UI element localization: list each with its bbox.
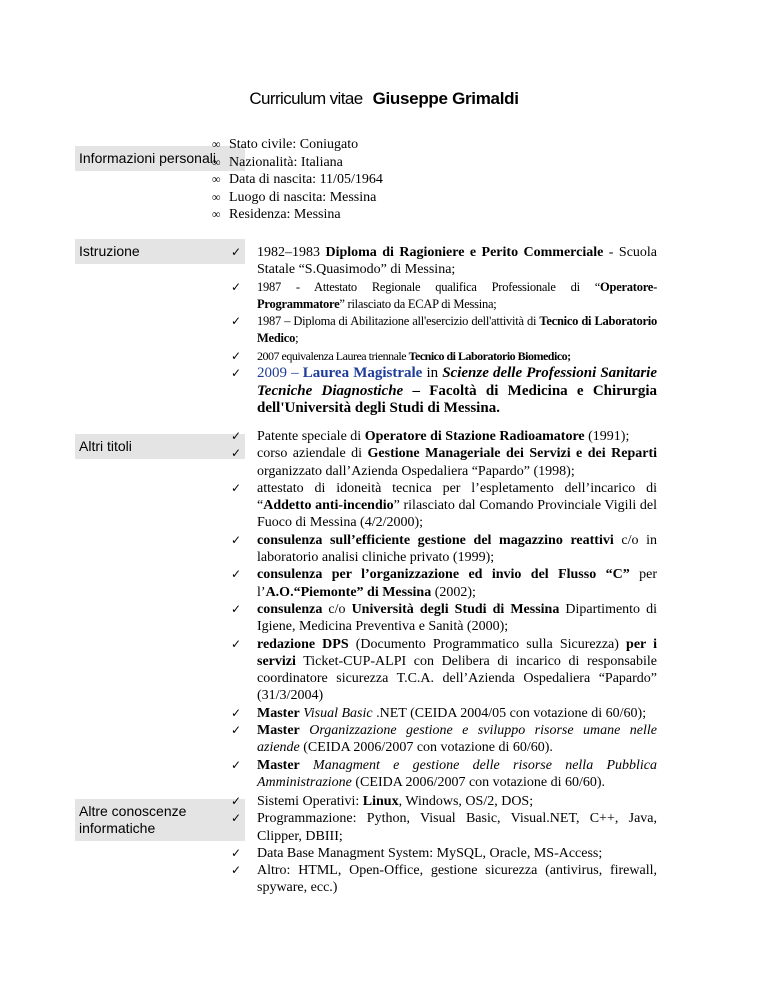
list-item: ✓ 2009 – Laurea Magistrale in Scienze delle Professioni Sanitarie Tecniche Diagnostiche – Facoltà di Medicina e Chirurgia dell'Università degli Studi di Messina. bbox=[231, 365, 657, 418]
list-item: ✓ consulenza per l’organizzazione ed invio del Flusso “C” per l’A.O.“Piemonte” di Messina (2002); bbox=[231, 566, 657, 601]
list-item: ✓ redazione DPS (Documento Programmatico sulla Sicurezza) per i servizi Ticket-CUP-ALPI con Delibera di incarico di responsabile coordinatore sicurezza T.C.A. dell’Azienda Ospedaliera “Papardo” (31/3/2004) bbox=[231, 636, 657, 705]
section-label-istruzione: Istruzione bbox=[75, 239, 245, 264]
list-item: ∞ Residenza: Messina bbox=[212, 206, 383, 224]
title-name: Giuseppe Grimaldi bbox=[372, 89, 519, 108]
section-label-info: Informazioni personali bbox=[75, 146, 245, 171]
list-item: ∞ Luogo di nascita: Messina bbox=[212, 189, 383, 207]
title-prefix: Curriculum vitae bbox=[249, 89, 363, 108]
informatica-list bbox=[231, 793, 657, 897]
list-item: ✓ attestato di idoneità tecnica per l’espletamento dell’incarico di “Addetto anti-incendio” rilasciato dal Comando Provinciale Vigili del Fuoco di Messina (4/2/2000); bbox=[231, 480, 657, 532]
istruzione-list bbox=[231, 244, 657, 418]
list-item: ✓ Data Base Managment System: MySQL, Oracle, MS-Access; bbox=[231, 845, 657, 862]
list-item: ✓ 1987 – Diploma di Abilitazione all'esercizio dell'attività di Tecnico di Laboratorio Medico; bbox=[231, 313, 657, 348]
list-item: ✓ 2007 equivalenza Laurea triennale Tecnico di Laboratorio Biomedico; bbox=[231, 348, 657, 365]
list-item: ✓ Master Managment e gestione delle risorse nella Pubblica Amministrazione (CEIDA 2006/2007 con votazione di 60/60). bbox=[231, 757, 657, 792]
list-item: ✓ 1982–1983 Diploma di Ragioniere e Perito Commerciale - Scuola Statale “S.Quasimodo” di Messina; bbox=[231, 244, 657, 279]
list-item: ∞ Data di nascita: 11/05/1964 bbox=[212, 171, 383, 189]
section-label-titoli: Altri titoli bbox=[75, 434, 245, 459]
list-item: ✓ consulenza sull’efficiente gestione del magazzino reattivi c/o in laboratorio analisi cliniche privato (1999); bbox=[231, 532, 657, 567]
list-item: ✓ Master Organizzazione gestione e sviluppo risorse umane nelle aziende (CEIDA 2006/2007 con votazione di 60/60). bbox=[231, 722, 657, 757]
list-item: ✓ Patente speciale di Operatore di Stazione Radioamatore (1991); bbox=[231, 428, 657, 445]
list-item: ✓ Programmazione: Python, Visual Basic, Visual.NET, C++, Java, Clipper, DBIII; bbox=[231, 810, 657, 845]
list-item: ✓ Altro: HTML, Open-Office, gestione sicurezza (antivirus, firewall, spyware, ecc.) bbox=[231, 862, 657, 897]
info-list bbox=[212, 136, 383, 224]
list-item: ✓ Sistemi Operativi: Linux, Windows, OS/2, DOS; bbox=[231, 793, 657, 810]
list-item: ✓ Master Visual Basic .NET (CEIDA 2004/05 con votazione di 60/60); bbox=[231, 705, 657, 722]
section-label-informatica: Altre conoscenze informatiche bbox=[75, 799, 245, 841]
list-item: ✓ 1987 - Attestato Regionale qualifica Professionale di “Operatore-Programmatore” rilasciato da ECAP di Messina; bbox=[231, 279, 657, 314]
list-item: ∞ Nazionalità: Italiana bbox=[212, 154, 383, 172]
titoli-list bbox=[231, 428, 657, 791]
page-title bbox=[0, 89, 768, 109]
list-item: ✓ consulenza c/o Università degli Studi di Messina Dipartimento di Igiene, Medicina Preventiva e Sanità (2000); bbox=[231, 601, 657, 636]
list-item: ∞ Stato civile: Coniugato bbox=[212, 136, 383, 154]
list-item: ✓ corso aziendale di Gestione Manageriale dei Servizi e dei Reparti organizzato dall’Azienda Ospedaliera “Papardo” (1998); bbox=[231, 445, 657, 480]
